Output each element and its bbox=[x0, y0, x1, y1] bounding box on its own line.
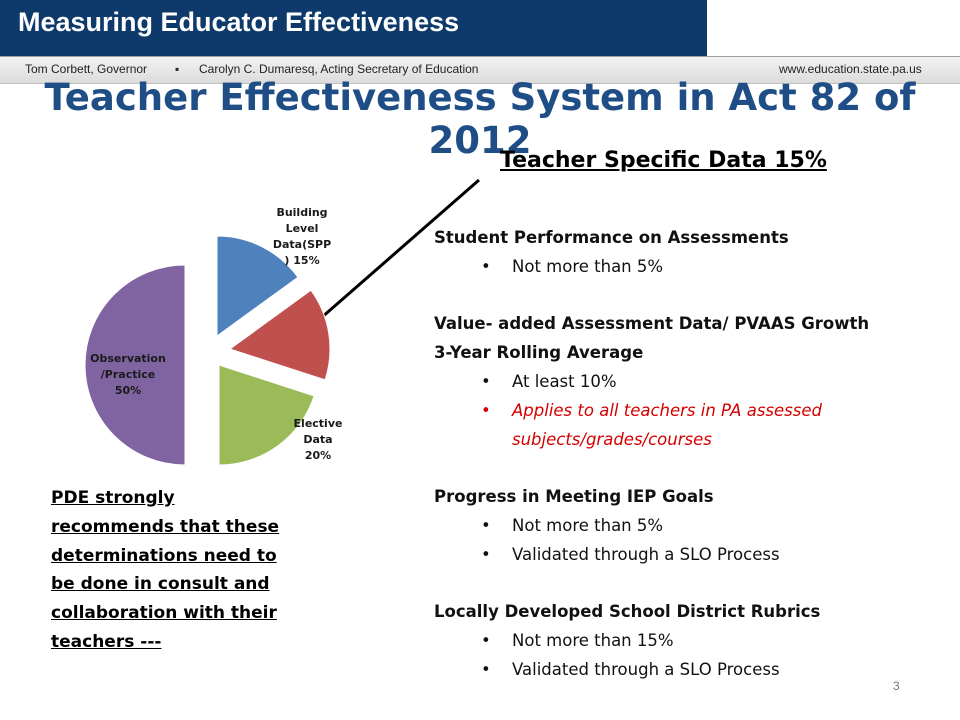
pie-slices bbox=[85, 236, 333, 465]
secretary-text: Carolyn C. Dumaresq, Acting Secretary of Education bbox=[199, 62, 479, 76]
criteria-section bbox=[434, 598, 944, 684]
bullet-item: • Applies to all teachers in PA assessed subjects/grades/courses bbox=[434, 397, 944, 455]
pie-slice-label bbox=[273, 206, 331, 267]
criteria-section bbox=[434, 483, 944, 569]
pie-slice-label-line: 50% bbox=[114, 384, 142, 397]
section-heading: Student Performance on Assessments bbox=[434, 228, 789, 247]
criteria-section bbox=[434, 310, 944, 454]
teacher-specific-title: Teacher Specific Data 15% bbox=[500, 148, 827, 173]
pie-slice-label-line: Elective bbox=[293, 417, 343, 430]
slide-title: Teacher Effectiveness System in Act 82 of 2012 bbox=[44, 76, 916, 162]
pie-slice-label bbox=[294, 417, 343, 462]
separator-glyph: ▪ bbox=[175, 62, 180, 76]
pie-slice bbox=[85, 265, 185, 465]
bullet-item: • Not more than 15% bbox=[434, 627, 944, 656]
pie-slice-label-line: Observation bbox=[90, 352, 166, 365]
bullet-list bbox=[434, 368, 944, 454]
pie-slice-label-line: Level bbox=[285, 222, 319, 235]
bullet-list bbox=[434, 627, 944, 685]
recommendation-note: PDE strongly recommends that these determinations need to be done in consult and collaboration with their teachers --- bbox=[51, 488, 280, 652]
bullet-list bbox=[434, 253, 944, 282]
pie-slice-label-line: Data(SPP bbox=[272, 238, 332, 251]
section-heading: Value- added Assessment Data/ PVAAS Growth bbox=[434, 314, 870, 334]
section-heading: Locally Developed School District Rubrics bbox=[434, 602, 821, 622]
bullet-item: • Validated through a SLO Process bbox=[434, 541, 944, 570]
bullet-item: • Not more than 5% bbox=[434, 253, 944, 282]
page-number: 3 bbox=[893, 679, 900, 693]
pie-slice-label-line: Data bbox=[303, 433, 333, 446]
bullet-item: • At least 10% bbox=[434, 368, 944, 397]
pie-slice-label-line: 20% bbox=[304, 449, 332, 462]
header-title: Measuring Educator Effectiveness bbox=[18, 7, 460, 37]
pie-slice-label-line: /Practice bbox=[100, 368, 156, 381]
pie-slice bbox=[219, 365, 314, 465]
teacher-specific-list bbox=[434, 224, 944, 714]
section-heading: Progress in Meeting IEP Goals bbox=[434, 487, 714, 507]
bullet-item: • Validated through a SLO Process bbox=[434, 656, 944, 685]
pie-slice-label-line: Building bbox=[276, 206, 328, 219]
pie-slice-label-line: ) 15% bbox=[284, 254, 320, 267]
criteria-section bbox=[434, 224, 944, 282]
bullet-item: • Not more than 5% bbox=[434, 512, 944, 541]
website-link[interactable]: www.education.state.pa.us bbox=[779, 62, 922, 76]
section-heading: 3-Year Rolling Average bbox=[434, 343, 644, 363]
bullet-list bbox=[434, 512, 944, 570]
governor-text: Tom Corbett, Governor bbox=[25, 62, 148, 76]
